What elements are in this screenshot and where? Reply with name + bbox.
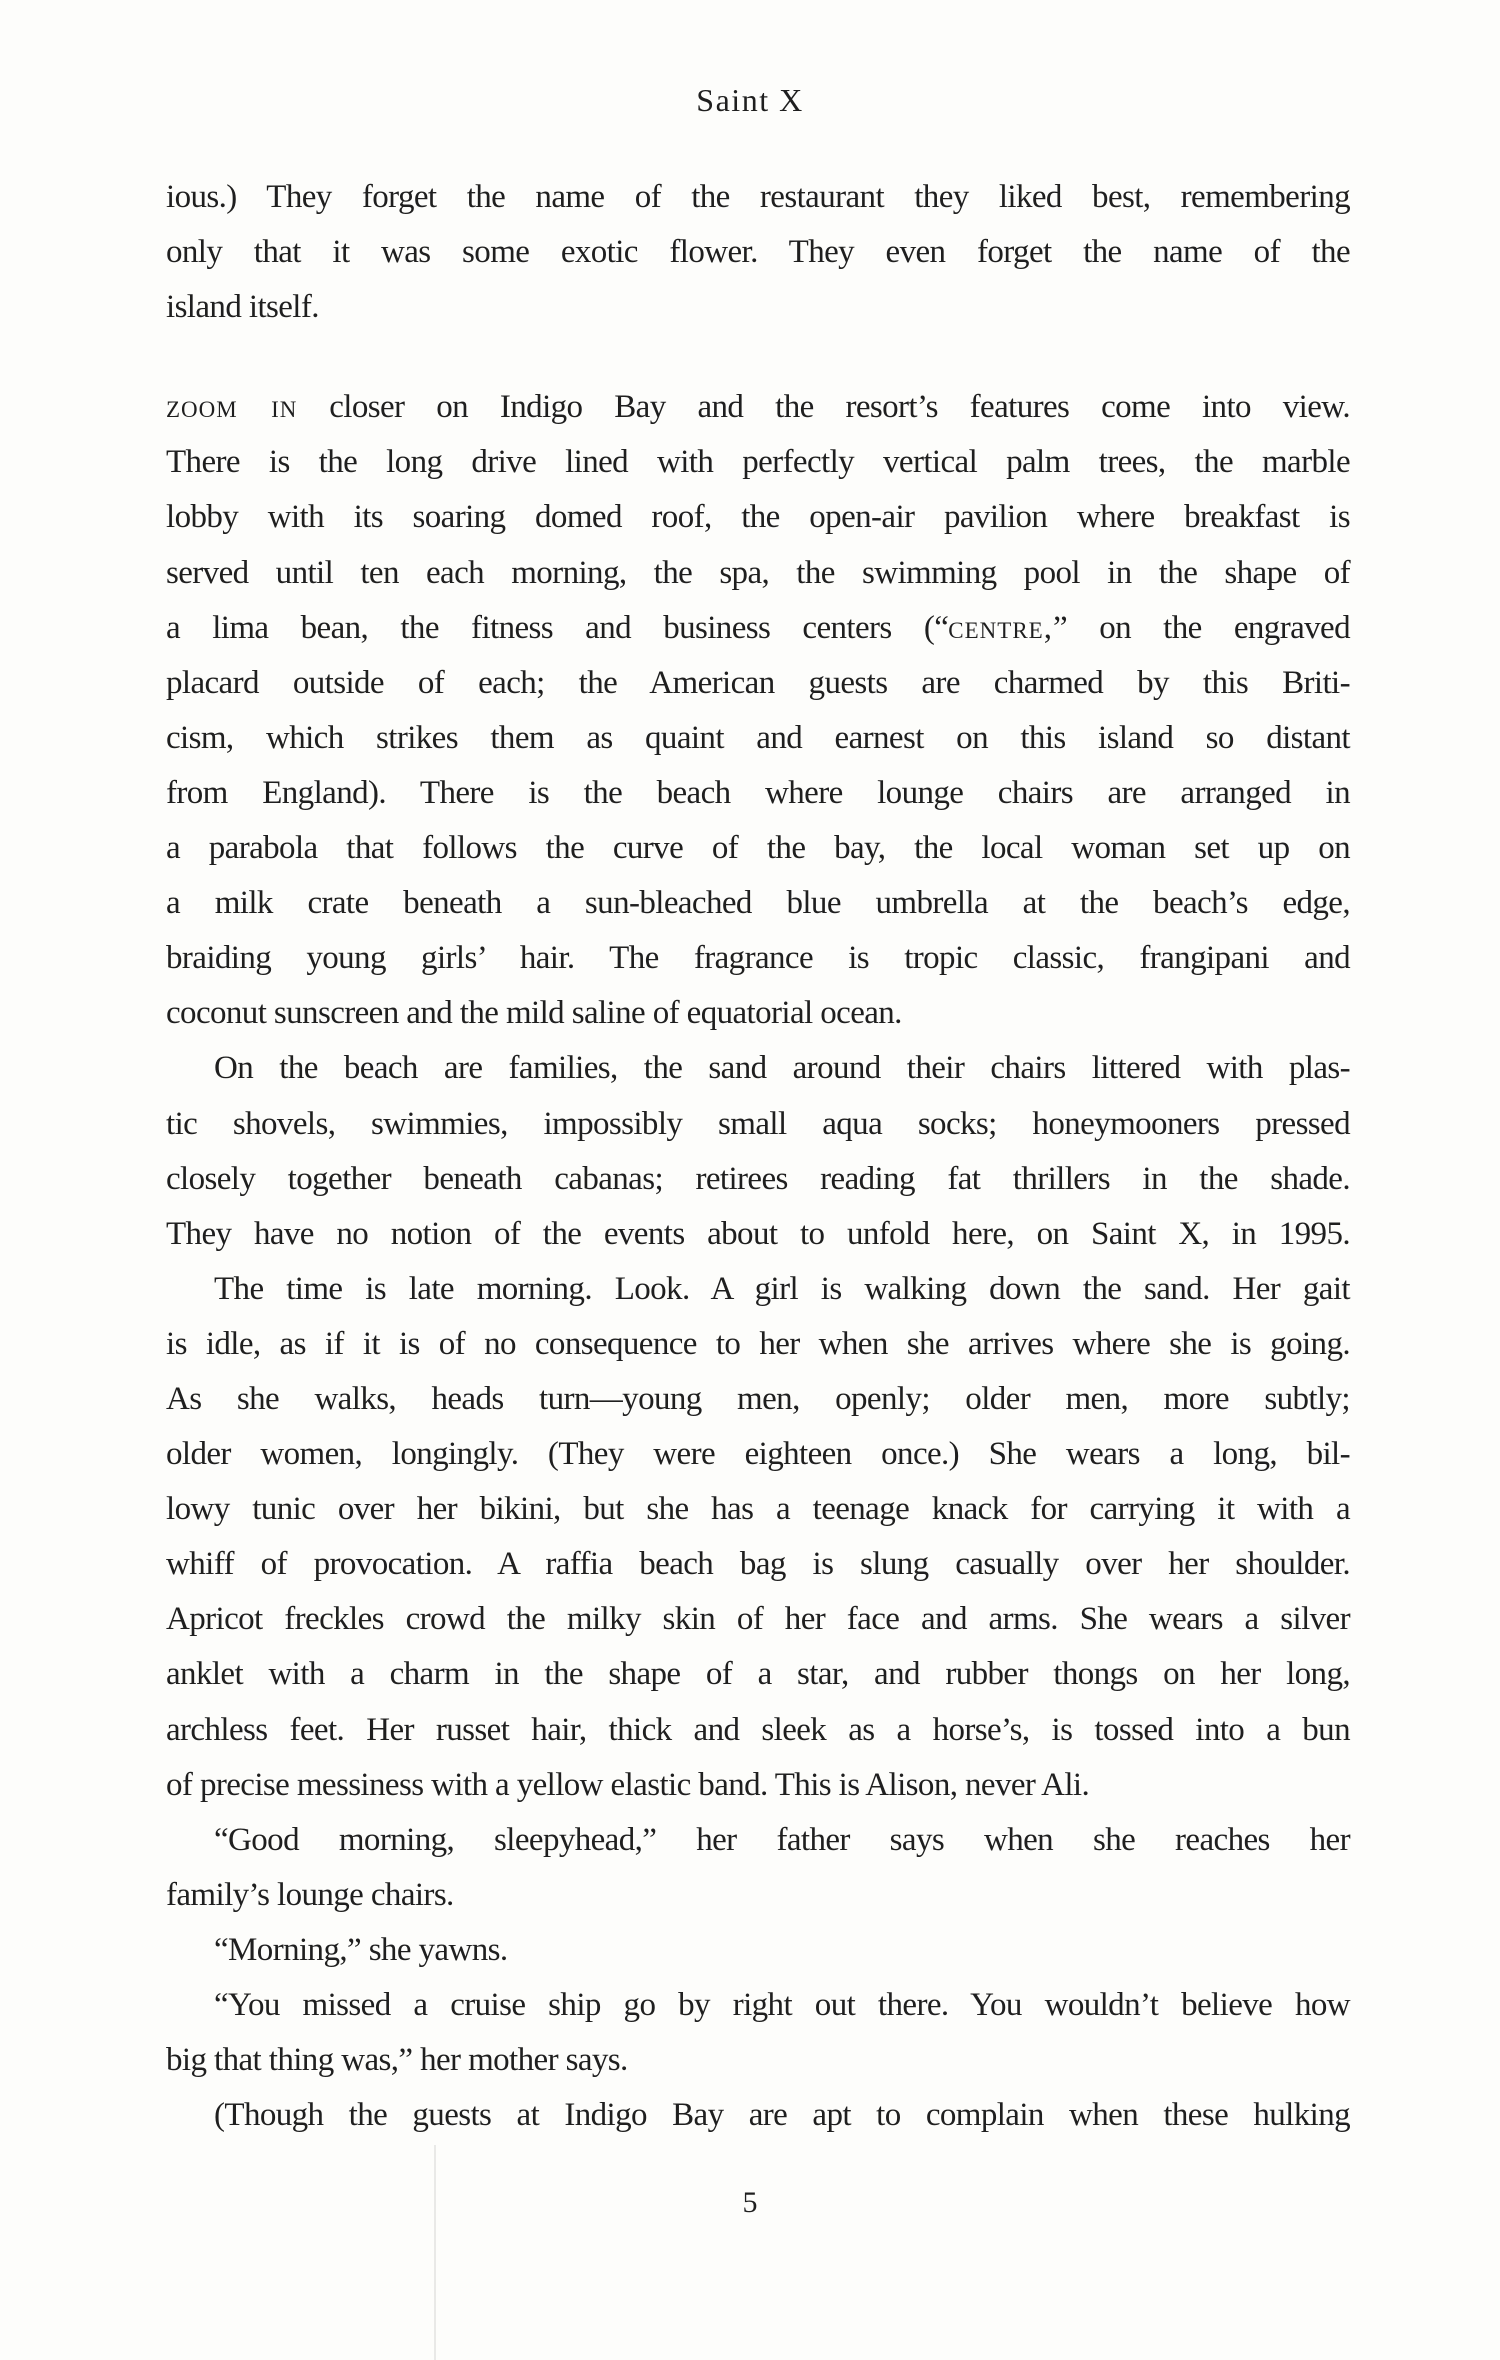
paragraph-first-line: [166, 1262, 1350, 1317]
paragraph-first-line: [166, 1041, 1350, 1096]
text-line: [166, 225, 1350, 280]
line-text: archless feet. Her russet hair, thick and sleek as a horse’s, is tossed into a bun: [166, 1711, 1350, 1748]
line-text: big that thing was,” her mother says.: [166, 2042, 628, 2079]
line-text: island itself.: [166, 289, 319, 326]
paragraph-first-line: [166, 2088, 1350, 2143]
text-line: [166, 931, 1350, 986]
text-line: [166, 1097, 1350, 1152]
text-line: [166, 280, 1350, 335]
text-line: [166, 1647, 1350, 1702]
line-text: On the beach are families, the sand around their chairs littered with plas-: [214, 1050, 1350, 1087]
line-text: As she walks, heads turn—young men, openly; older men, more subtly;: [166, 1380, 1350, 1417]
line-text: of precise messiness with a yellow elastic band. This is Alison, never Ali.: [166, 1766, 1090, 1803]
line-text: served until ten each morning, the spa, the swimming pool in the shape of: [166, 554, 1350, 591]
line-text: “Good morning, sleepyhead,” her father says when she reaches her: [214, 1821, 1350, 1858]
line-text: There is the long drive lined with perfectly vertical palm trees, the marble: [166, 444, 1350, 481]
line-text: lowy tunic over her bikini, but she has a teenage knack for carrying it with a: [166, 1491, 1350, 1528]
text-line: [166, 1592, 1350, 1647]
page-number: 5: [742, 2186, 758, 2219]
text-line: [166, 656, 1350, 711]
scan-artifact: [434, 2145, 436, 2360]
line-text: a milk crate beneath a sun-bleached blue umbrella at the beach’s edge,: [166, 885, 1350, 922]
line-text: family’s lounge chairs.: [166, 1876, 454, 1913]
line-text: ” on the engraved: [1052, 609, 1350, 646]
line-text: a lima bean, the fitness and business centers (“: [166, 609, 949, 646]
line-text: from England). There is the beach where lounge chairs are arranged in: [166, 774, 1350, 811]
line-text: closer on Indigo Bay and the resort’s features come into view.: [297, 389, 1350, 426]
line-text: anklet with a charm in the shape of a star, and rubber thongs on her long,: [166, 1656, 1350, 1693]
text-line: [166, 1482, 1350, 1537]
text-line: [166, 1372, 1350, 1427]
line-text: The time is late morning. Look. A girl is walking down the sand. Her gait: [214, 1270, 1350, 1307]
line-text: older women, longingly. (They were eighteen once.) She wears a long, bil-: [166, 1436, 1350, 1473]
smallcaps-word: centre,: [948, 609, 1053, 646]
line-text: whiff of provocation. A raffia beach bag is slung casually over her shoulder.: [166, 1546, 1350, 1583]
line-text: tic shovels, swimmies, impossibly small aqua socks; honeymooners pressed: [166, 1105, 1350, 1142]
line-text: They have no notion of the events about to unfold here, on Saint X, in 1995.: [166, 1215, 1350, 1252]
line-text: cism, which strikes them as quaint and earnest on this island so distant: [166, 719, 1350, 756]
text-line: [166, 766, 1350, 821]
text-line: [166, 1317, 1350, 1372]
line-text: lobby with its soaring domed roof, the open-air pavilion where breakfast is: [166, 499, 1350, 536]
line-text: only that it was some exotic flower. They even forget the name of the: [166, 234, 1350, 271]
text-line: [166, 1758, 1350, 1813]
text-line: [166, 1868, 1350, 1923]
text-line: [166, 821, 1350, 876]
text-line: [166, 435, 1350, 490]
text-line: [166, 170, 1350, 225]
line-text: “You missed a cruise ship go by right out there. You wouldn’t believe how: [214, 1987, 1350, 2023]
text-line: [166, 546, 1350, 601]
running-head: Saint X: [696, 82, 804, 118]
text-line: [166, 1427, 1350, 1482]
line-text: braiding young girls’ hair. The fragrance is tropic classic, frangipani and: [166, 940, 1350, 977]
line-text: (Though the guests at Indigo Bay are apt to complain when these hulking: [214, 2097, 1350, 2134]
line-text: is idle, as if it is of no consequence to her when she arrives where she is going.: [166, 1325, 1350, 1362]
line-text: placard outside of each; the American guests are charmed by this Briti-: [166, 664, 1350, 701]
line-text: a parabola that follows the curve of the bay, the local woman set up on: [166, 830, 1350, 867]
section-lead-in: zoom in: [166, 389, 298, 426]
text-line: [166, 1537, 1350, 1592]
dialogue-line: [166, 1813, 1350, 1868]
text-line: [166, 601, 1350, 656]
line-text: “Morning,” she yawns.: [214, 1931, 508, 1968]
text-line: [166, 711, 1350, 766]
body-text: [166, 170, 1350, 2143]
text-line: [166, 986, 1350, 1041]
text-line: [166, 2033, 1350, 2088]
text-line: [166, 1152, 1350, 1207]
line-text: ious.) They forget the name of the restaurant they liked best, remembering: [166, 179, 1350, 215]
dialogue-line: [166, 1923, 1350, 1978]
line-text: closely together beneath cabanas; retirees reading fat thrillers in the shade.: [166, 1160, 1350, 1197]
section-opening-line: [166, 380, 1350, 435]
line-text: Apricot freckles crowd the milky skin of her face and arms. She wears a silver: [166, 1601, 1350, 1638]
line-text: coconut sunscreen and the mild saline of equatorial ocean.: [166, 995, 902, 1032]
dialogue-line: [166, 1978, 1350, 2033]
text-line: [166, 1703, 1350, 1758]
text-line: [166, 490, 1350, 545]
text-line: [166, 876, 1350, 931]
text-line: [166, 1207, 1350, 1262]
